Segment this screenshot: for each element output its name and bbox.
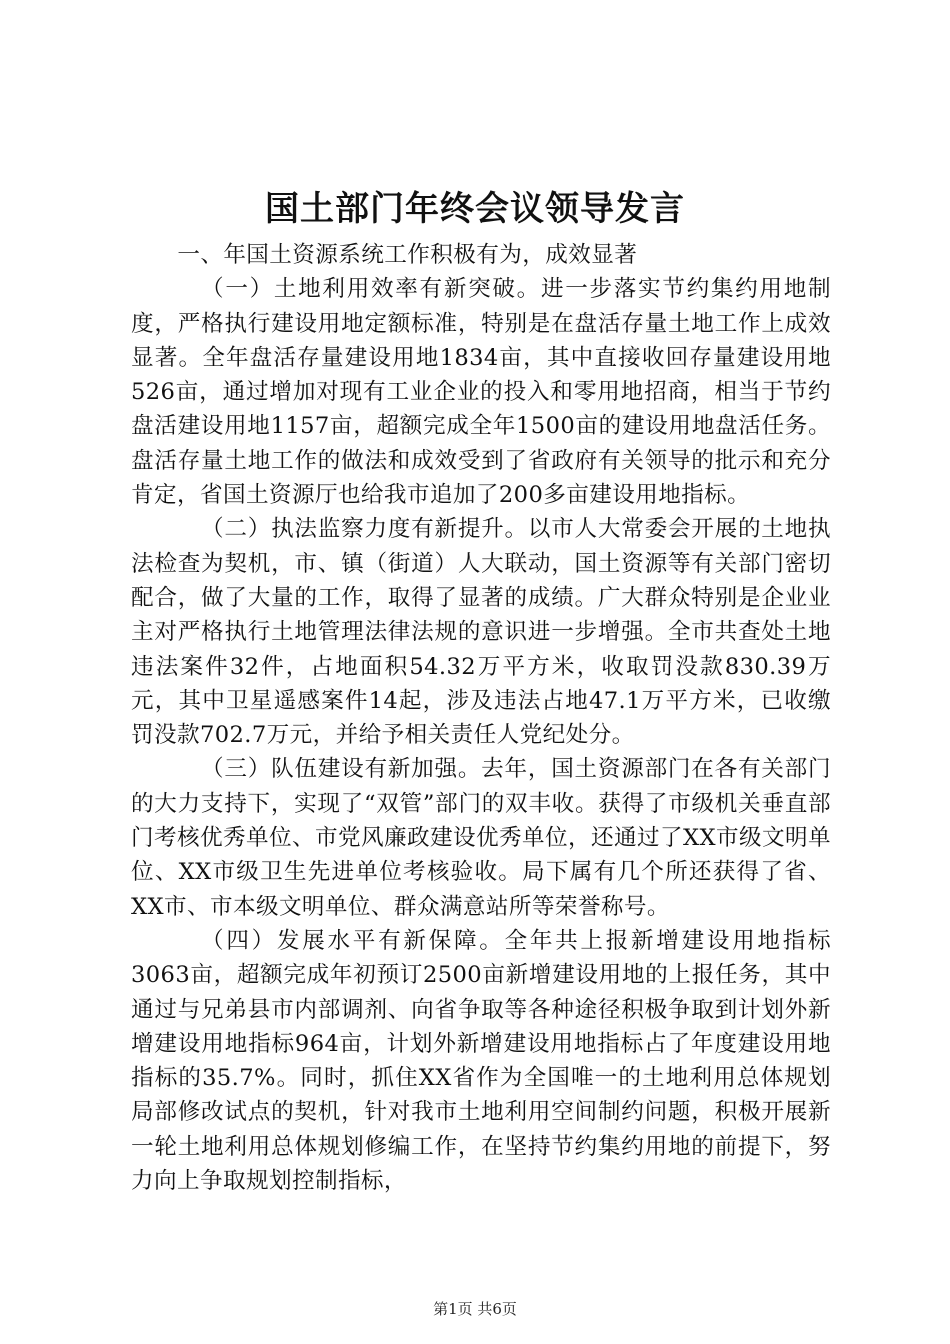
paragraph-development-guarantee: （四）发展水平有新保障。全年共上报新增建设用地指标3063亩，超额完成年初预订2500亩新增建设用地的上报任务，其中通过与兄弟县市内部调剂、向省争取等各种途径积极争取到计划外新增建设用地指标964亩，计划外新增建设用地指标占了年度建设用地指标的35.7%。同时，抓住XX省作为全国唯一的土地利用总体规划局部修改试点的契机，针对我市土地利用空间制约问题，积极开展新一轮土地利用总体规划修编工作，在坚持节约集约用地的前提下，努力向上争取规划控制指标，	[131, 927, 831, 1195]
paragraph-team-building: （三）队伍建设有新加强。去年，国土资源部门在各有关部门的大力支持下，实现了“双管”部门的双丰收。获得了市级机关垂直部门考核优秀单位、市党风廉政建设优秀单位，还通过了XX市级文明单位、XX市级卫生先进单位考核验收。局下属有几个所还获得了省、XX市、市本级文明单位、群众满意站所等荣誉称号。	[131, 756, 831, 920]
page-number-footer: 第1页 共6页	[433, 1300, 517, 1318]
paragraph-law-enforcement: （二）执法监察力度有新提升。以市人大常委会开展的土地执法检查为契机，市、镇（街道）人大联动，国土资源等有关部门密切配合，做了大量的工作，取得了显著的成绩。广大群众特别是企业业主对严格执行土地管理法律法规的意识进一步增强。全市共查处土地违法案件32件，占地面积54.32万平方米，收取罚没款830.39万元，其中卫星遥感案件14起，涉及违法占地47.1万平方米，已收缴罚没款702.7万元，并给予相关责任人党纪处分。	[131, 516, 831, 749]
document-body	[131, 238, 831, 1198]
paragraph-land-use-efficiency: （一）土地利用效率有新突破。进一步落实节约集约用地制度，严格执行建设用地定额标准，特别是在盘活存量土地工作上成效显著。全年盘活存量建设用地1834亩，其中直接收回存量建设用地526亩，通过增加对现有工业企业的投入和零用地招商，相当于节约盘活建设用地1157亩，超额完成全年1500亩的建设用地盘活任务。盘活存量土地工作的做法和成效受到了省政府有关领导的批示和充分肯定，省国土资源厅也给我市追加了200多亩建设用地指标。	[131, 276, 831, 509]
document-title: 国土部门年终会议领导发言	[265, 189, 685, 229]
section-heading: 一、年国土资源系统工作积极有为，成效显著	[177, 242, 638, 268]
